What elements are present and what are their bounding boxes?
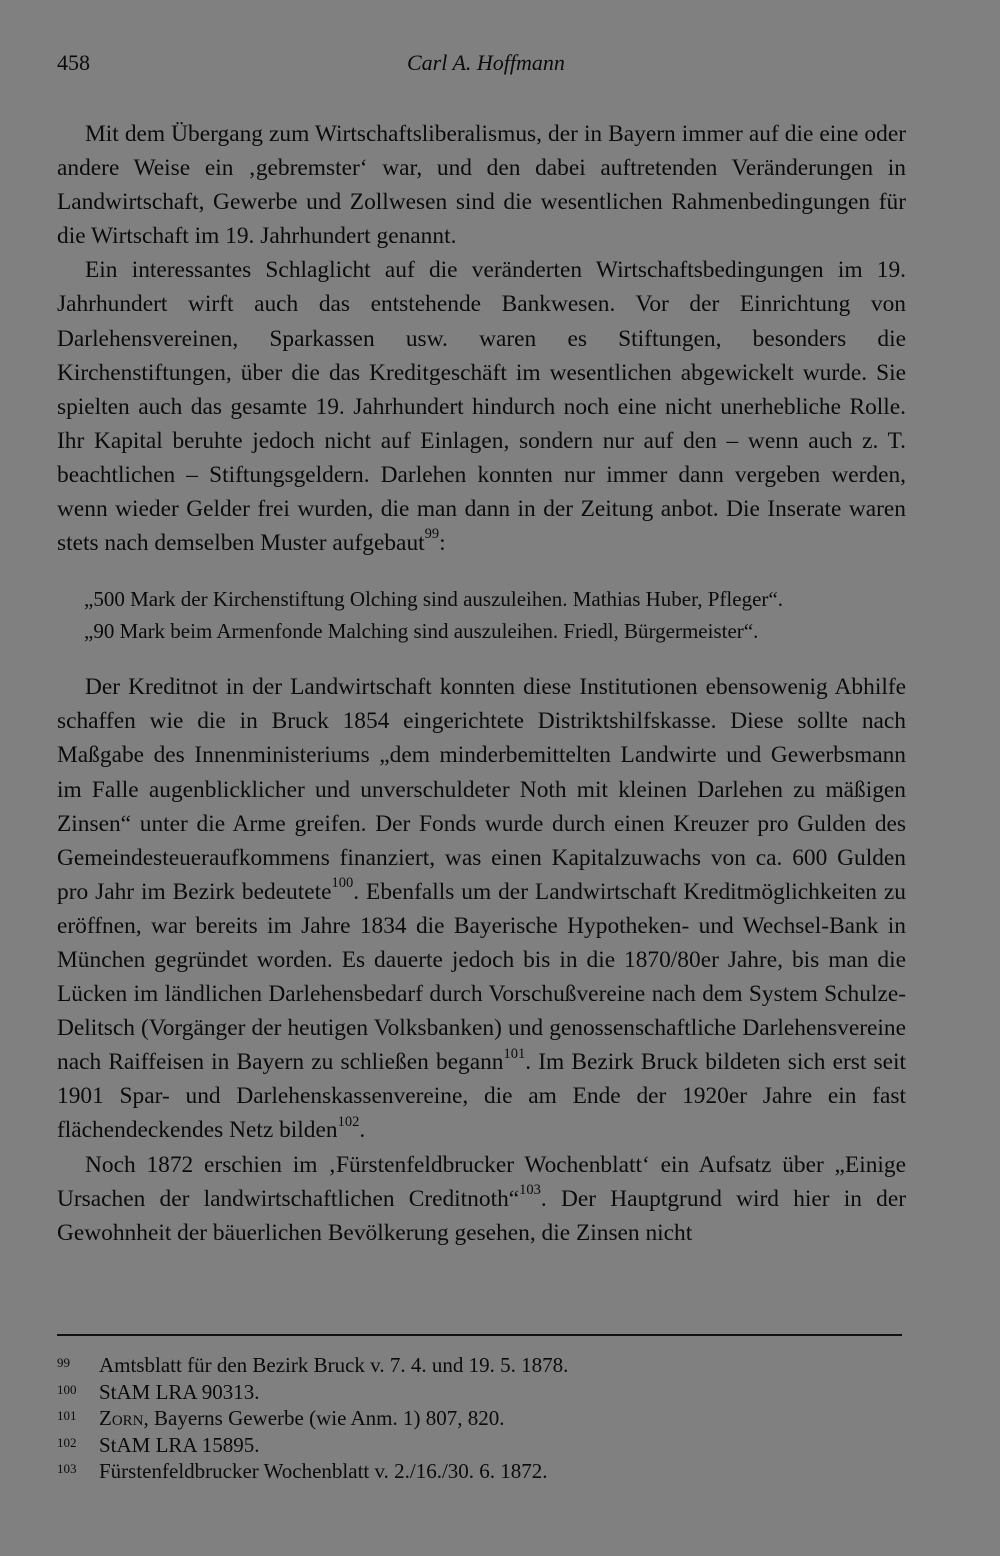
footnote-divider [57,1334,902,1336]
paragraph-3-part-c: . Im Bezirk Bruck bildeten sich erst seit 1901 Spar- und Darlehenskassenvereine, die am Ende der 1920er Jahre ein fast flächendeckendes Netz bilden [57,1049,906,1144]
paragraph-4-part-a: Noch 1872 erschien im ‚Fürstenfeldbrucker Wochenblatt‘ ein Aufsatz über „Einige Ursachen der landwirtschaftlichen Creditnoth“ [57,1151,906,1212]
paragraph-2 [57,253,906,560]
footnote-102 [57,1432,906,1459]
footnote-ref-99[interactable]: 99 [424,526,440,543]
paragraph-4-part-b: . Der Hauptgrund wird hier in der Gewohnheit der bäuerlichen Bevölkerung gesehen, die Zinsen nicht [57,1185,906,1246]
footnote-text: StAM LRA 90313. [99,1379,260,1404]
paragraph-3-part-d: . [359,1117,366,1144]
footnote-author-name: Zorn [99,1406,144,1430]
footnote-99 [57,1352,906,1379]
main-text [57,117,906,1250]
footnote-101 [57,1405,906,1432]
footnote-number: 99 [57,1355,70,1370]
paragraph-2-text: Ein interessantes Schlaglicht auf die veränderten Wirtschaftsbedingungen im 19. Jahrhundert wirft auch das entstehende Bankwesen. Vor der Einrichtung von Darlehensvereinen, Sparkassen usw. waren es Stiftungen, besonders die Kirchenstiftungen, über die das Kreditgeschäft im wesentlichen abgewickelt wurde. Sie spielten auch das gesamte 19. Jahrhundert hindurch noch eine nicht unerhebliche Rolle. Ihr Kapital beruhte jedoch nicht auf Einlagen, sondern nur auf den – wenn auch z. T. beachtlichen – Stiftungsgeldern. Darlehen konnten nur immer dann vergeben werden, wenn wieder Gelder frei wurden, die man dann in der Zeitung anbot. Die Inserate waren stets nach demselben Muster aufgebaut [57,257,906,557]
footnote-text: , Bayerns Gewerbe (wie Anm. 1) 807, 820. [143,1406,505,1430]
footnote-text: Amtsblatt für den Bezirk Bruck v. 7. 4. und 19. 5. 1878. [99,1353,569,1377]
footnote-ref-103[interactable]: 103 [519,1181,541,1198]
paragraph-4 [57,1148,906,1250]
footnotes [57,1352,906,1485]
paragraph-3 [57,670,906,1147]
footnote-103 [57,1458,906,1485]
footnote-ref-102[interactable]: 102 [337,1113,360,1130]
advertisement-quotes [84,583,906,647]
footnote-number: 103 [57,1461,77,1476]
running-head [57,50,906,80]
paragraph-3-part-b: . Ebenfalls um der Landwirtschaft Kreditmöglichkeiten zu eröffnen, war bereits im Jahre 1834 die Bayerische Hypotheken- und Wechsel-Bank in München gegründet worden. Es dauerte jedoch bis in die 1870/80er Jahre, bis man die Lücken im ländlichen Darlehensbedarf durch Vorschußvereine nach dem System Schulze-Delitsch (Vorgänger der heutigen Volksbanken) und genossenschaftliche Darlehensvereine nach Raiffeisen in Bayern zu schließen begann [57,878,906,1076]
quote-line-1: „500 Mark der Kirchenstiftung Olching sind auszuleihen. Mathias Huber, Pfleger“. [84,587,783,612]
paragraph-2-end: : [439,530,446,557]
quote-line-2: „90 Mark beim Armenfonde Malching sind auszuleihen. Friedl, Bürgermeister“. [84,619,759,644]
footnote-text: StAM LRA 15895. [99,1432,260,1457]
paragraph-3-part-a: Der Kreditnot in der Landwirtschaft konnten diese Institutionen ebensowenig Abhilfe schaffen wie die in Bruck 1854 eingerichtete Distriktshilfskasse. Diese sollte nach Maßgabe des Innenministeriums „dem minderbemittelten Landwirte und Gewerbsmann im Falle augenblicklicher und unverschuldeter Noth mit kleinen Darlehen zu mäßigen Zinsen“ unter die Arme greifen. Der Fonds wurde durch einen Kreuzer pro Gulden des Gemeindesteueraufkommens finanziert, was einen Kapitalzuwachs von ca. 600 Gulden pro Jahr im Bezirk bedeutete [57,674,906,905]
footnote-ref-100[interactable]: 100 [331,875,354,892]
footnote-ref-101[interactable]: 101 [503,1045,526,1062]
page-number: 458 [57,50,90,75]
footnote-text: Fürstenfeldbrucker Wochenblatt v. 2./16./30. 6. 1872. [99,1459,548,1483]
footnote-number: 100 [57,1381,77,1397]
footnote-number: 101 [57,1408,77,1423]
footnote-100 [57,1379,906,1406]
footnote-number: 102 [57,1434,77,1450]
paragraph-1: Mit dem Übergang zum Wirtschaftsliberalismus, der in Bayern immer auf die eine oder andere Weise ein ‚gebremster‘ war, und den dabei auftretenden Veränderungen in Landwirtschaft, Gewerbe und Zollwesen sind die wesentlichen Rahmenbedingungen für die Wirtschaft im 19. Jahrhundert genannt. [57,121,906,250]
running-head-author: Carl A. Hoffmann [407,50,565,75]
